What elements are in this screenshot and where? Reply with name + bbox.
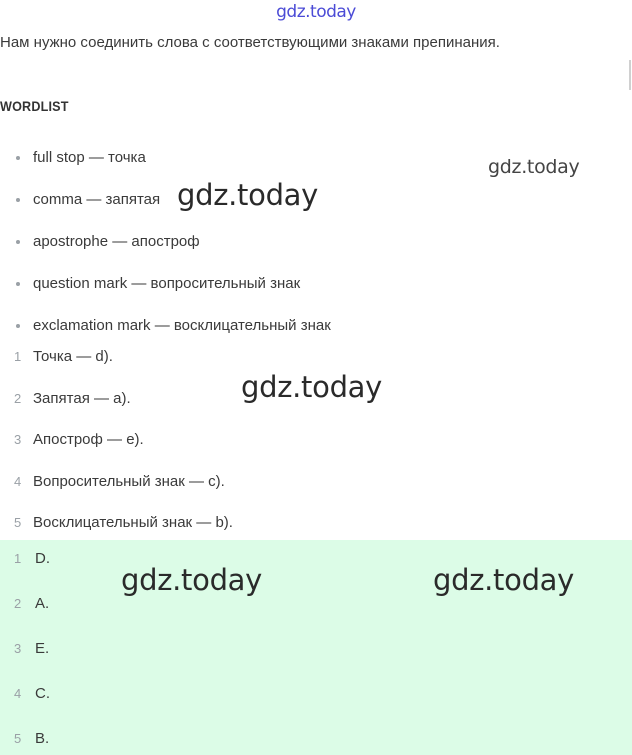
item-number: 4 xyxy=(14,686,22,701)
item-number: 5 xyxy=(14,515,22,531)
answer-text: D. xyxy=(35,550,50,567)
watermark: gdz.today xyxy=(177,178,319,212)
match-text: Вопросительный знак — с). xyxy=(33,472,225,490)
wordlist-heading: WORDLIST xyxy=(0,98,69,114)
scroll-edge xyxy=(629,60,631,90)
answer-text: A. xyxy=(35,595,50,612)
item-number: 5 xyxy=(14,731,22,746)
bullet-icon xyxy=(16,324,20,328)
wordlist-item-text: full stop — точка xyxy=(33,149,146,166)
answer-text: E. xyxy=(35,640,50,657)
intro-text: Нам нужно соединить слова с соответствующими знаками препинания. xyxy=(0,34,500,51)
item-number: 3 xyxy=(14,432,22,448)
item-number: 4 xyxy=(14,473,22,489)
watermark: gdz.today xyxy=(121,563,263,597)
watermark: gdz.today xyxy=(433,563,575,597)
bullet-icon xyxy=(16,240,20,244)
item-number: 2 xyxy=(14,596,22,611)
match-text: Восклицательный знак — b). xyxy=(33,514,233,532)
item-number: 2 xyxy=(14,390,22,406)
item-number: 1 xyxy=(14,349,22,364)
bullet-icon xyxy=(16,282,20,286)
match-text: Точка — d). xyxy=(33,348,113,365)
top-watermark: gdz.today xyxy=(276,2,356,22)
answer-text: C. xyxy=(35,685,50,702)
item-number: 3 xyxy=(14,641,22,656)
wordlist-item-text: apostrophe — апостроф xyxy=(33,233,200,250)
watermark: gdz.today xyxy=(488,156,580,178)
answer-text: B. xyxy=(35,730,50,747)
item-number: 1 xyxy=(14,551,22,566)
watermark: gdz.today xyxy=(241,370,383,404)
wordlist-item-text: exclamation mark — восклицательный знак xyxy=(33,317,331,334)
match-text: Апостроф — е). xyxy=(33,431,144,449)
wordlist-item-text: comma — запятая xyxy=(33,191,161,208)
bullet-icon xyxy=(16,156,20,160)
match-text: Запятая — а). xyxy=(33,389,131,407)
wordlist-item-text: question mark — вопросительный знак xyxy=(33,275,301,292)
bullet-icon xyxy=(16,198,20,202)
